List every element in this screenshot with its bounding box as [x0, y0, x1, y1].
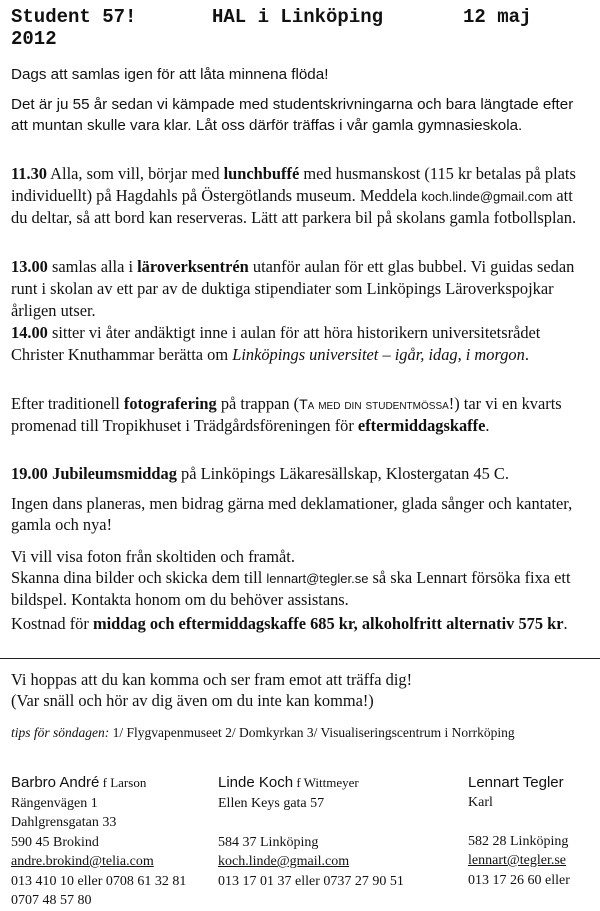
contact-spacer — [468, 812, 598, 832]
contact-phone: 013 17 26 60 eller — [468, 872, 570, 888]
cost-text-1: Kostnad för — [11, 614, 93, 633]
entrance-text-1: samlas alla i — [47, 257, 138, 276]
contact-sub-name: Karl — [468, 794, 493, 810]
contact-address-2: Dahlgrensgatan 33 — [11, 815, 117, 830]
dance-text: Ingen dans planeras, men bidrag gärna med deklamationer, glada sånger och kantater, gamla och nya! — [11, 494, 573, 534]
lunch-bold: lunchbuffé — [223, 164, 300, 183]
lunch-time: 11.30 — [11, 164, 47, 183]
contact-postal: 582 28 Linköping — [468, 833, 569, 849]
lecture-title: Linköpings universitet – igår, idag, i morgon — [232, 345, 525, 364]
intro-paragraph — [11, 64, 591, 85]
photo-text-3: !) tar vi en kvarts promenad till Tropikhuset i Trädgårdsföreningen för — [11, 394, 562, 435]
paragraph-photo — [11, 393, 591, 437]
paragraph-dance — [11, 493, 591, 535]
contact-maiden-name: f Larson — [99, 775, 147, 790]
contact-card-linde — [218, 773, 458, 891]
dinner-time: 19.00 — [11, 464, 48, 483]
entrance-time: 13.00 — [11, 257, 48, 276]
contact-email-link[interactable]: koch.linde@gmail.com — [218, 854, 350, 869]
lecture-time: 14.00 — [11, 323, 48, 342]
contact-name: Lennart Tegler — [468, 774, 564, 791]
intro-text: Dags att samlas igen för att låta minnena flöda! — [11, 66, 329, 83]
contact-phone: 013 17 01 37 eller 0737 27 90 51 — [218, 873, 404, 889]
contact-postal: 590 45 Brokind — [11, 834, 99, 850]
contact-card-lennart — [468, 773, 598, 890]
header-date: 12 maj — [463, 6, 532, 28]
paragraph-dinner — [11, 463, 591, 485]
contact-address-1: Rängenvägen 1 — [11, 795, 98, 811]
slideshow-text-1: Skanna dina bilder och skicka dem till — [11, 568, 267, 587]
tips-block — [11, 723, 571, 742]
paragraph-background — [11, 94, 591, 136]
entrance-text-2: utanför aulan för ett glas bubbel. Vi guidas sedan runt i skolan av ett par av de duktiga stipendiater som Linköpings Läroverkspojkar årligen utser. — [11, 257, 575, 320]
header-year: 2012 — [11, 28, 57, 50]
paragraph-cost — [11, 613, 591, 635]
closing-line-1: Vi hoppas att du kan komma och ser fram emot att träffa dig! — [11, 670, 413, 689]
header-location: HAL i Linköping — [212, 6, 384, 28]
lecture-text-2: . — [524, 345, 529, 364]
slideshow-text-2: så ska Lennart försöka fixa ett bildspel. Kontakta honom om du behöver assistans. — [11, 568, 571, 609]
contact-name: Linde Koch — [218, 774, 294, 791]
photo-bold-2: eftermiddagskaffe — [357, 416, 486, 435]
contact-email-link[interactable]: lennart@tegler.se — [468, 853, 567, 868]
contact-name: Barbro André — [11, 774, 100, 791]
contact-maiden-name: f Wittmeyer — [293, 775, 359, 790]
paragraph-lecture — [11, 322, 591, 366]
header-student-title: Student 57! — [11, 6, 137, 28]
lunch-text-1: Alla, som vill, börjar med — [46, 164, 224, 183]
contact-address-1: Ellen Keys gata 57 — [218, 795, 325, 811]
contact-card-barbro — [11, 773, 216, 911]
slideshow-line-1: Vi vill visa foton från skoltiden och framåt. — [11, 547, 295, 566]
paragraph-slideshow — [11, 546, 591, 611]
closing-line-2: (Var snäll och hör av dig även om du inte kan komma!) — [11, 691, 374, 710]
dinner-bold: Jubileumsmiddag — [52, 464, 177, 483]
contact-phone-2: 0707 48 57 80 — [11, 893, 92, 908]
lunch-text-3: att du deltar, så att bord kan reserveras. Lätt att parkera bil på skolans gamla fotbollsplan. — [11, 186, 577, 227]
background-text: Det är ju 55 år sedan vi kämpade med studentskrivningarna och bara längtade efter att muntan skulle vara klar. Låt oss därför träffas i vår gamla gymnasieskola. — [11, 96, 574, 134]
slideshow-email-link[interactable]: lennart@tegler.se — [266, 571, 369, 586]
tips-text: 1/ Flygvapenmuseet 2/ Domkyrkan 3/ Visualiseringscentrum i Norrköping — [109, 725, 515, 740]
contact-postal: 584 37 Linköping — [218, 834, 319, 850]
header-event-line — [11, 6, 136, 50]
photo-text-4: . — [485, 416, 490, 435]
dinner-text: på Linköpings Läkaresällskap, Klostergatan 45 C. — [176, 464, 509, 483]
paragraph-lunch — [11, 163, 591, 229]
closing-block — [11, 669, 591, 711]
photo-smallcaps: Ta med din studentmössa — [299, 396, 449, 412]
tips-label: tips för söndagen: — [11, 725, 110, 740]
photo-text-2: på trappan ( — [216, 394, 300, 413]
paragraph-entrance — [11, 256, 591, 322]
cost-bold: middag och eftermiddagskaffe 685 kr, alkoholfritt alternativ 575 kr — [92, 614, 564, 633]
lunch-email-link[interactable]: koch.linde@gmail.com — [421, 189, 553, 204]
entrance-bold: läroverksentrén — [137, 257, 249, 276]
photo-bold: fotografering — [123, 394, 217, 413]
contact-phone: 013 410 10 eller 0708 61 32 81 — [11, 873, 187, 889]
cost-text-2: . — [563, 614, 568, 633]
lunch-text-2: med husmanskost (115 kr betalas på plats individuellt) på Hagdahls på Östergötlands museum. Meddela — [11, 164, 576, 205]
contact-spacer — [218, 813, 458, 833]
lecture-text-1: sitter vi åter andäktigt inne i aulan för att höra historikern universitetsrådet Christer Knuthammar berätta om — [11, 323, 541, 364]
section-divider — [0, 658, 600, 659]
photo-text-1: Efter traditionell — [11, 394, 124, 413]
contact-email-link[interactable]: andre.brokind@telia.com — [11, 854, 154, 869]
